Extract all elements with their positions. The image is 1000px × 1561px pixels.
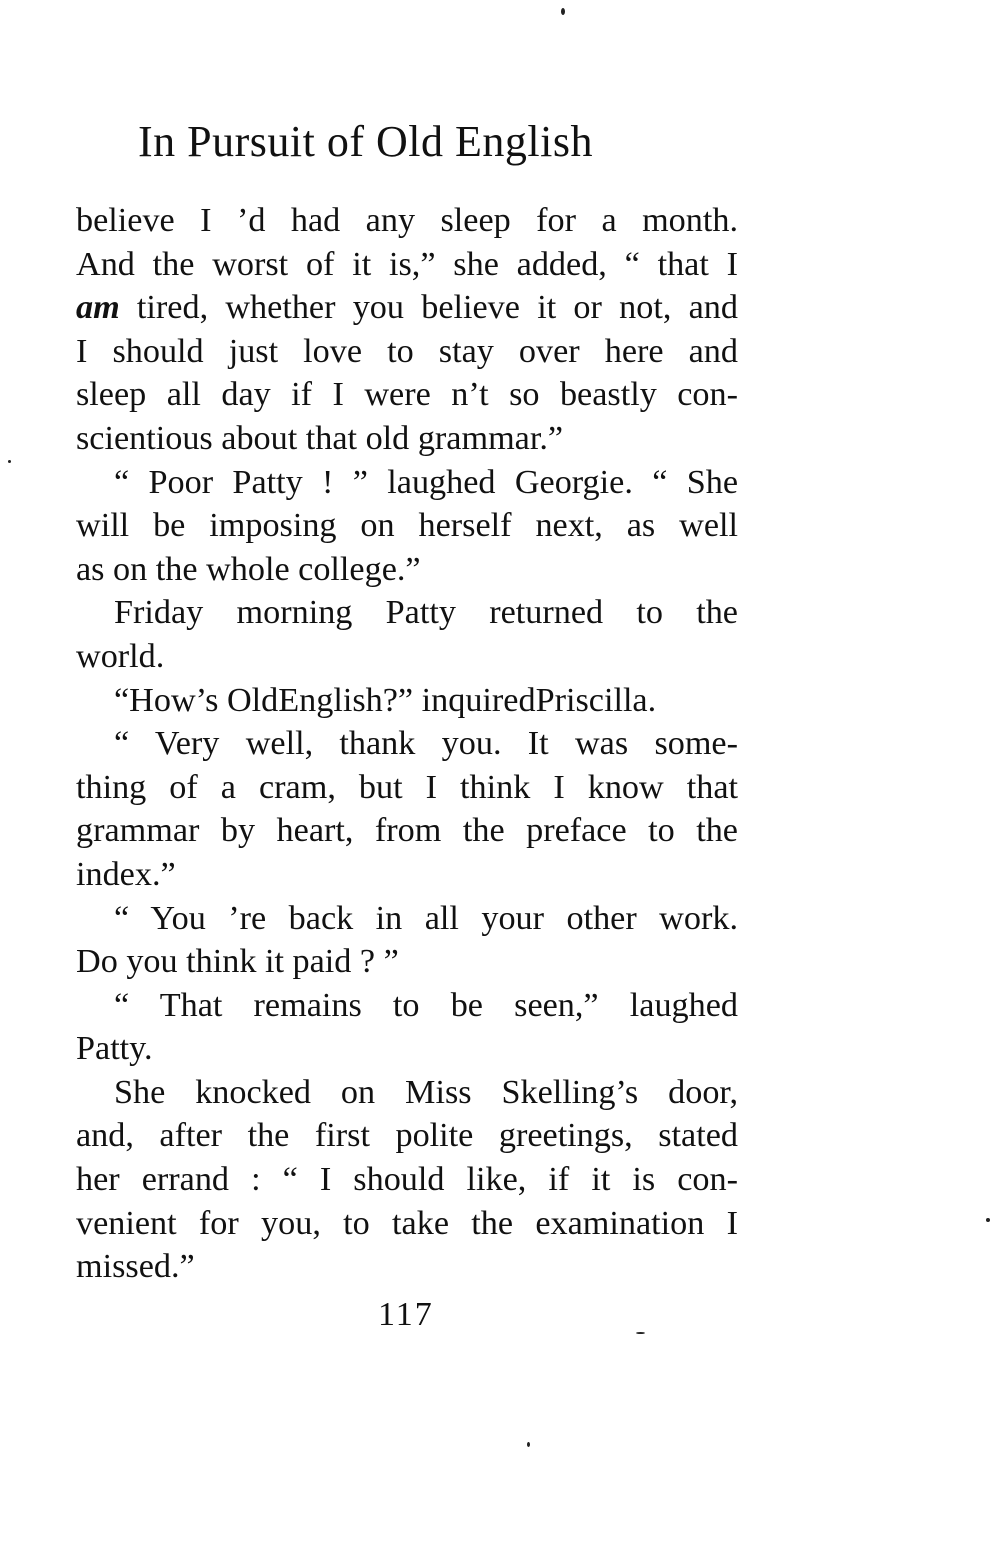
- text-line: scientious about that old grammar.”: [76, 419, 564, 457]
- print-speck: [8, 460, 11, 463]
- text-line: missed.”: [76, 1248, 195, 1286]
- text-segment: tired, whether you believe it or not, and: [119, 289, 738, 327]
- italic-word: am: [76, 289, 120, 327]
- text-line: She knocked on Miss Skelling’s door,: [114, 1073, 738, 1111]
- text-line: sleep all day if I were n’t so beastly con-: [76, 376, 738, 414]
- text-line: Friday morning Patty returned to the: [114, 594, 738, 632]
- text-line: her errand : “ I should like, if it is con-: [76, 1161, 738, 1199]
- text-line: “ That remains to be seen,” laughed: [114, 986, 738, 1024]
- print-speck: [561, 8, 565, 15]
- print-speck: [636, 1332, 645, 1334]
- text-line: will be imposing on herself next, as well: [76, 507, 738, 545]
- body-text: [76, 199, 738, 1289]
- print-speck: [986, 1218, 990, 1222]
- text-line: thing of a cram, but I think I know that: [76, 768, 738, 806]
- text-line: [76, 286, 738, 330]
- text-line: Do you think it paid ? ”: [76, 943, 399, 981]
- text-line: believe I ’d had any sleep for a month.: [76, 202, 738, 239]
- text-line: “ You ’re back in all your other work.: [114, 899, 738, 937]
- page-number: 117: [378, 1296, 434, 1333]
- text-line: And the worst of it is,” she added, “ that I: [76, 245, 738, 283]
- text-line: grammar by heart, from the preface to the: [76, 812, 738, 850]
- text-line: “How’s OldEnglish?” inquiredPriscilla.: [114, 681, 657, 719]
- text-line: world.: [76, 637, 165, 675]
- text-line: “ Poor Patty ! ” laughed Georgie. “ She: [114, 463, 738, 501]
- text-line: Patty.: [76, 1030, 153, 1068]
- text-line: and, after the first polite greetings, stated: [76, 1117, 738, 1155]
- text-line: as on the whole college.”: [76, 550, 421, 588]
- text-line: I should just love to stay over here and: [76, 332, 738, 370]
- print-speck: [527, 1442, 530, 1447]
- text-line: index.”: [76, 855, 176, 893]
- running-head: In Pursuit of Old English: [138, 117, 593, 166]
- text-line: venient for you, to take the examination I: [76, 1204, 738, 1242]
- text-line: “ Very well, thank you. It was some-: [114, 725, 738, 763]
